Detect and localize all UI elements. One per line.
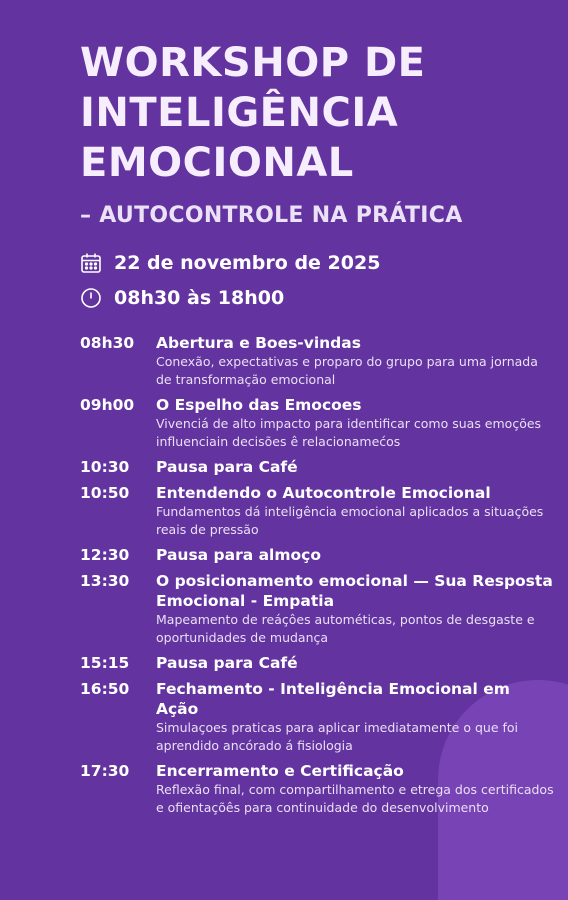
- agenda-body: [156, 483, 554, 539]
- agenda-body: [156, 395, 554, 451]
- agenda-body: [156, 761, 554, 817]
- agenda-title: Pausa para Café: [156, 654, 298, 672]
- agenda-time: 16:50: [80, 680, 130, 698]
- agenda-time: 10:30: [80, 458, 130, 476]
- agenda-body: [156, 653, 554, 673]
- agenda-title: Entendendo o Autocontrole Emocional: [156, 484, 491, 502]
- agenda-title: Encerramento e Certificação: [156, 762, 404, 780]
- agenda-time: 13:30: [80, 572, 130, 590]
- agenda-body: [156, 333, 554, 389]
- page-subtitle: – AUTOCONTROLE NA PRÁTICA: [80, 203, 463, 228]
- agenda-description: Conexão, expectativas e proparo do grupo para uma jornada de transformação emocional: [156, 354, 538, 387]
- agenda-time: 10:50: [80, 484, 130, 502]
- agenda-item: [80, 457, 554, 477]
- agenda-title: O Espelho das Emocoes: [156, 396, 362, 414]
- agenda-time: 15:15: [80, 654, 130, 672]
- agenda-item: [80, 395, 554, 451]
- agenda-item: [80, 545, 554, 565]
- agenda-description: Vivenciá de alto impacto para identificar como suas emoções influenciain decisões ê relacionamećos: [156, 416, 542, 449]
- event-time: [80, 283, 554, 313]
- agenda-body: [156, 457, 554, 477]
- agenda-body: [156, 679, 554, 755]
- event-time-text: 08h30 às 18h00: [114, 287, 285, 309]
- agenda-time: 08h30: [80, 334, 135, 352]
- event-date: [80, 248, 554, 278]
- agenda-title: Abertura e Boes-vindas: [156, 334, 361, 352]
- agenda-item: [80, 571, 554, 647]
- agenda-title: O posicionamento emocional — Sua Resposta Emocional - Empatia: [156, 572, 553, 610]
- agenda-time: 12:30: [80, 546, 130, 564]
- agenda-title: Pausa para almoço: [156, 546, 321, 564]
- agenda-item: [80, 761, 554, 817]
- calendar-icon: [80, 252, 102, 274]
- agenda-title: Fechamento - Inteligência Emocional em Ação: [156, 680, 510, 718]
- flyer-content: [80, 38, 554, 823]
- clock-icon: [80, 287, 102, 309]
- agenda-description: Simulaçoes praticas para aplicar imediatamente o que foi aprendido ancórado á fisiologia: [156, 720, 518, 753]
- agenda-item: [80, 679, 554, 755]
- agenda-description: Fundamentos dá inteligência emocional aplicados a situações reais de pressão: [156, 504, 544, 537]
- agenda-body: [156, 571, 554, 647]
- agenda-list: [80, 333, 554, 817]
- event-meta: [80, 248, 554, 313]
- agenda-item: [80, 653, 554, 673]
- agenda-time: 09h00: [80, 396, 135, 414]
- agenda-body: [156, 545, 554, 565]
- agenda-title: Pausa para Café: [156, 458, 298, 476]
- agenda-item: [80, 333, 554, 389]
- agenda-item: [80, 483, 554, 539]
- agenda-description: Mapeamento de reáçôes autométicas, pontos de desgaste e oportunidades de mudança: [156, 612, 535, 645]
- page-title: WORKSHOP DE INTELIGÊNCIA EMOCIONAL: [80, 40, 426, 186]
- agenda-description: Reflexão final, com compartilhamento e etrega dos certificados e ofientaçõês para continuidade do desenvolvimento: [156, 782, 554, 815]
- agenda-time: 17:30: [80, 762, 130, 780]
- event-date-text: 22 de novembro de 2025: [114, 252, 381, 274]
